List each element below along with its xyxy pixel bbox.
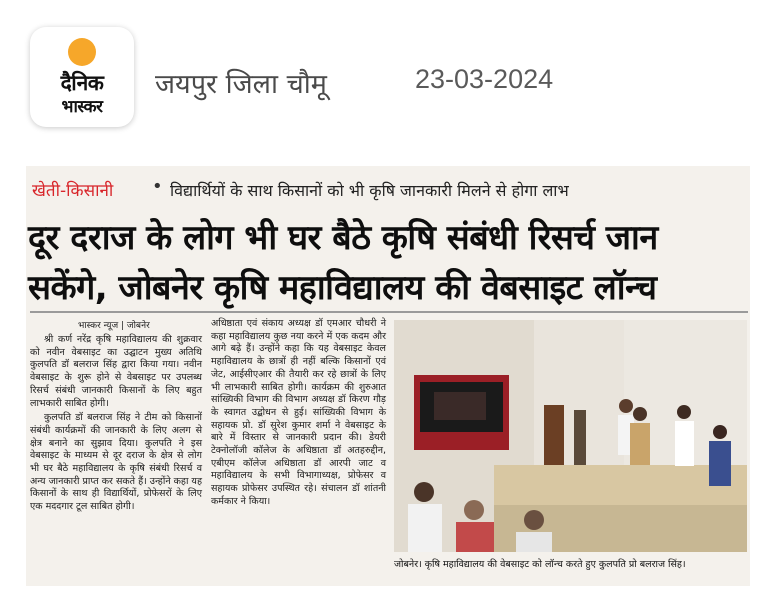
headline-line-1: दूर दराज के लोग भी घर बैठे कृषि संबंधी रिसर्च जान <box>28 218 658 258</box>
section-kicker: खेती-किसानी <box>32 181 114 201</box>
edition-place: जयपुर जिला चौमू <box>155 69 327 100</box>
headline-divider <box>30 311 748 313</box>
article-column-1 <box>30 334 202 574</box>
photo-caption: जोबनेर। कृषि महाविद्यालय की वेबसाइट को लॉन्च करते हुए कुलपति प्रो बलराज सिंह। <box>394 559 686 570</box>
dainik-bhaskar-logo <box>30 27 134 127</box>
bullet-icon: • <box>152 176 163 197</box>
news-photo <box>394 320 747 552</box>
paragraph: अधिष्ठाता एवं संकाय अध्यक्ष डॉ एमआर चौधरी ने कहा महाविद्यालय कुछ नया करने में एक कदम और आगे बढ़े हैं। उन्होंने कहा कि यह वेबसाइट केवल महाविद्यालय के छात्रों ही नहीं बल्कि किसानों एवं जेट, आईसीएआर की तैयारी कर रहे छात्रों के लिए भी लाभकारी साबित होगी। कार्यक्रम की शुरुआत सांख्यिकी विभाग की विभाग अध्यक्ष डॉ किरण गौड़ के स्वागत उद्बोधन से हुई। सांख्यिकी विभाग के सहायक प्रो. डॉ सुरेश कुमार शर्मा ने वेबसाइट के बारे में विस्तार से जानकारी प्रदान की। डेयरी टेक्नोलॉजी कॉलेज के अधिष्ठाता डॉ अतहरुद्दीन, एबीएम कॉलेज अधिष्ठाता डॉ आरपी जाट व महाविद्यालय के सभी विभागाध्यक्ष, प्रोफेसर व सहायक प्रोफेसर उपस्थित रहे। संचालन डॉ शांतनी कर्मकार ने किया। <box>211 318 386 507</box>
article-column-2 <box>211 318 386 580</box>
launch-event-photo <box>394 320 747 552</box>
paragraph: श्री कर्ण नरेंद्र कृषि महाविद्यालय की शुक्रवार को नवीन वेबसाइट का उद्घाटन मुख्य अतिथि कुलपति डॉ बलराज सिंह द्वारा किया गया। नवीन वेबसाइट के शुरू होने से वेबसाइट पर उपलब्ध रिसर्च संबंधी जानकारी किसानों के लिए बहुत लाभकारी साबित होगी। <box>30 334 202 409</box>
page-header <box>0 0 768 125</box>
subheadline: विद्यार्थियों के साथ किसानों को भी कृषि जानकारी मिलने से होगा लाभ <box>170 181 569 200</box>
door <box>544 405 564 475</box>
logo-text-line2: भास्कर <box>61 97 103 117</box>
sun-icon <box>68 38 96 66</box>
logo-text-line1: दैनिक <box>60 71 104 95</box>
paragraph: कुलपति डॉ बलराज सिंह ने टीम को किसानों संबंधी कार्यक्रमों की जानकारी के लिए अलग से क्षेत्र बनाने का सुझाव दिया। कुलपति ने इस वेबसाइट के माध्यम से दूर दराज के क्षेत्र से लोग भी घर बैठे महाविद्यालय के कृषि संबंधी रिसर्च व अन्य जानकारी प्राप्त कर सकते हैं। उन्होंने कहा यह किसानों के साथ ही विद्यार्थियों, प्रोफेसरों के लिए एक मददगार टूल साबित होगी। <box>30 412 202 513</box>
edition-date: 23-03-2024 <box>415 64 554 94</box>
headline-line-2: सकेंगे, जोबनेर कृषि महाविद्यालय की वेबसाइट लॉन्च <box>28 268 657 308</box>
byline: भास्कर न्यूज | जोबनेर <box>78 321 150 331</box>
